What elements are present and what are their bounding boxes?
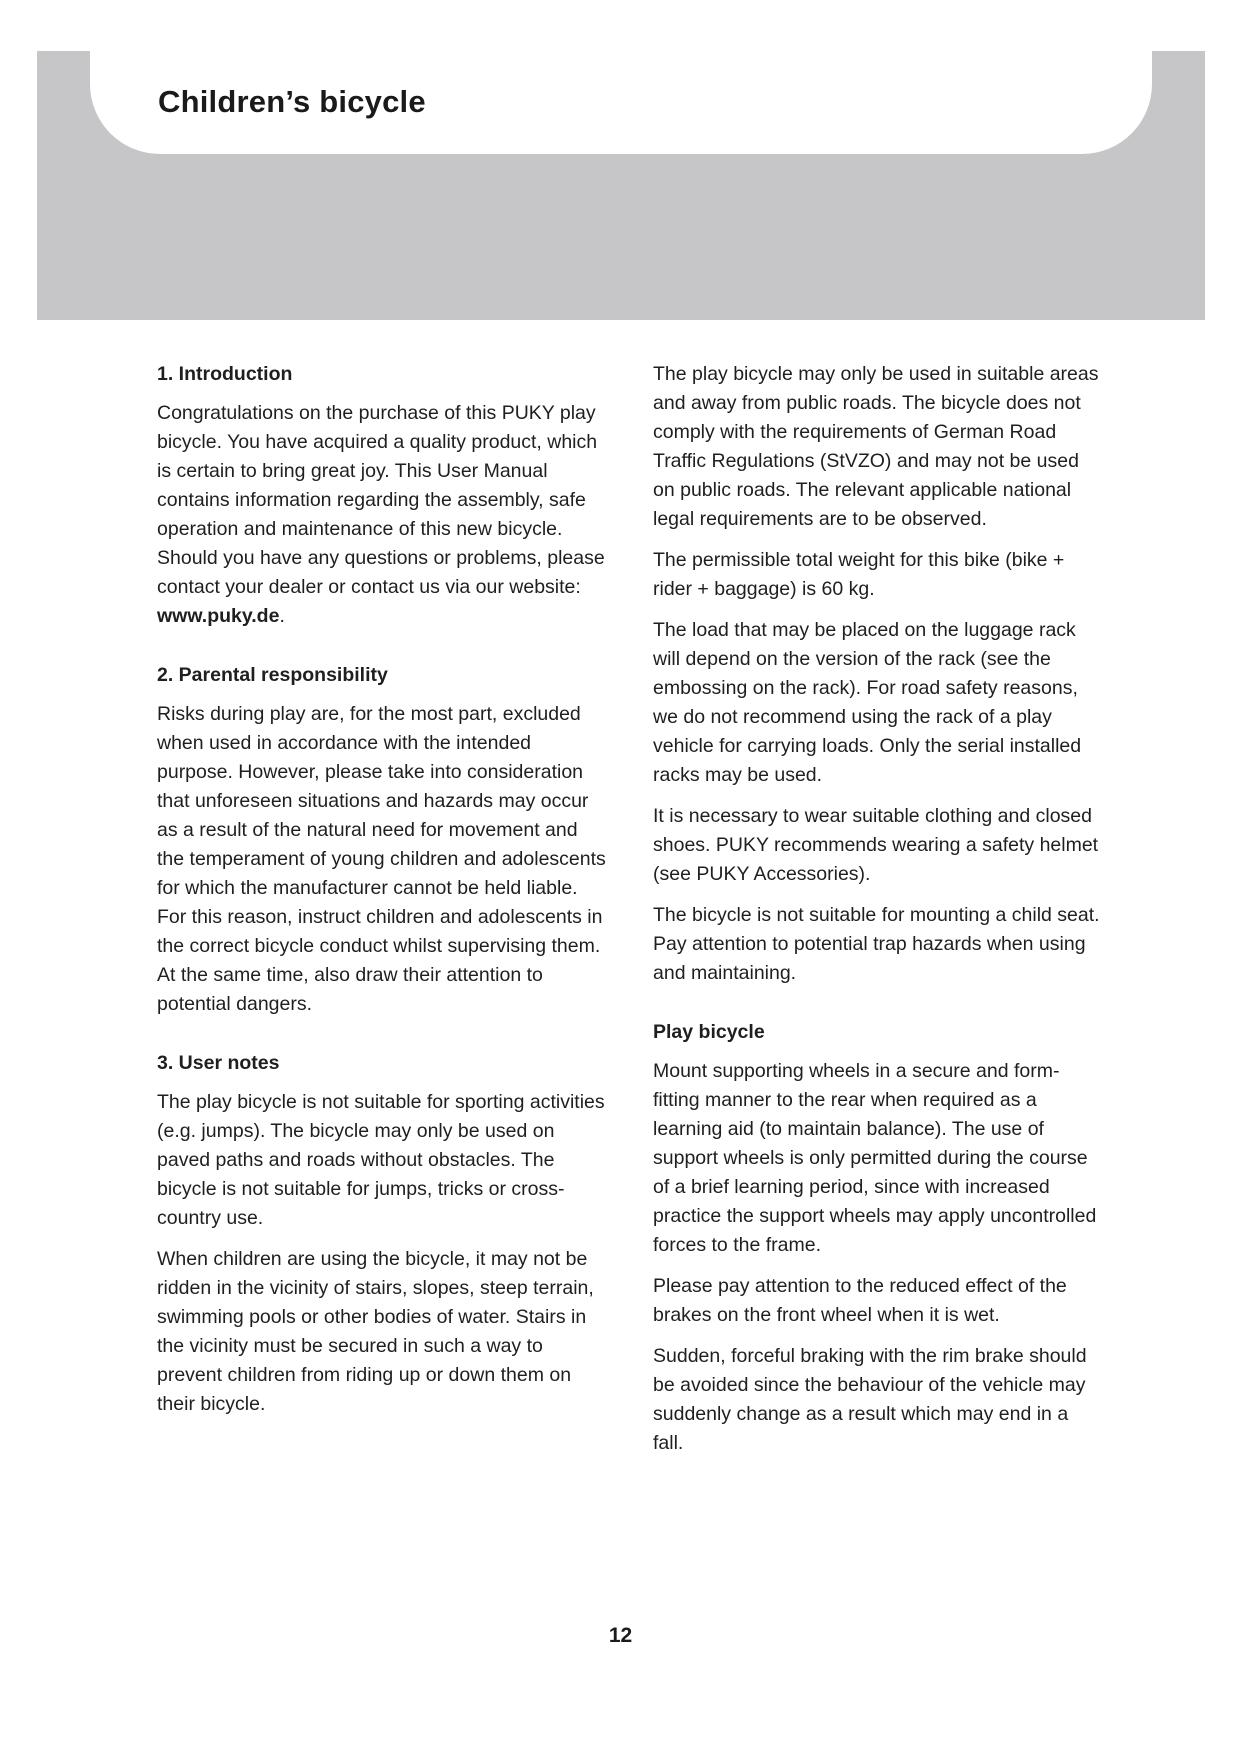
section-gap [653,1000,1103,1018]
child-seat-paragraph: The bicycle is not suitable for mounting a child seat. Pay attention to potential trap hazards when using and maintaining. [653,904,1100,984]
website-link[interactable]: www.puky.de [157,605,280,627]
introduction-text-end: . [279,605,285,627]
wet-brakes-paragraph: Please pay attention to the reduced effect of the brakes on the front wheel when it is wet. [653,1275,1067,1326]
introduction-text [157,399,607,631]
parental-responsibility-heading: 2. Parental responsibility [157,664,388,686]
right-column [653,360,1103,1470]
introduction-heading: 1. Introduction [157,363,293,385]
supporting-wheels-paragraph: Mount supporting wheels in a secure and form-fitting manner to the rear when required as a learning aid (to maintain balance). The use of support wheels is only permitted during the course of a brief learning period, since with increased practice the support wheels may apply uncontrolled forces to the frame. [653,1060,1097,1256]
section-gap [157,643,607,661]
parental-responsibility-text: Risks during play are, for the most part, excluded when used in accordance with the intended purpose. However, please take into consideration that unforeseen situations and hazards may occur as a result of the natural need for movement and the temperament of young children and adolescents for which the manufacturer cannot be held liable. For this reason, instruct children and adolescents in the correct bicycle conduct whilst supervising them. At the same time, also draw their attention to potential dangers. [157,703,606,1015]
user-notes-paragraph: The play bicycle is not suitable for sporting activities (e.g. jumps). The bicycle may only be used on paved paths and roads without obstacles. The bicycle is not suitable for jumps, tricks or cross-country use. [157,1091,605,1229]
section-gap [157,1031,607,1049]
clothing-paragraph: It is necessary to wear suitable clothing and closed shoes. PUKY recommends wearing a safety helmet (see PUKY Accessories). [653,805,1099,885]
page-title: Children’s bicycle [158,84,426,119]
left-column [157,360,607,1431]
page-number: 12 [608,1624,633,1647]
total-weight-paragraph: The permissible total weight for this bike (bike + rider + baggage) is 60 kg. [653,549,1065,600]
play-bicycle-heading: Play bicycle [653,1021,765,1043]
usage-area-paragraph: The play bicycle may only be used in suitable areas and away from public roads. The bicycle does not comply with the requirements of German Road Traffic Regulations (StVZO) and may not be used on public roads. The relevant applicable national legal requirements are to be observed. [653,363,1099,530]
user-notes-heading: 3. User notes [157,1052,280,1074]
rim-brake-paragraph: Sudden, forceful braking with the rim brake should be avoided since the behaviour of the vehicle may suddenly change as a result which may end in a fall. [653,1345,1087,1454]
introduction-text-body: Congratulations on the purchase of this PUKY play bicycle. You have acquired a quality product, which is certain to bring great joy. This User Manual contains information regarding the assembly, safe operation and maintenance of this new bicycle. Should you have any questions or problems, please contact your dealer or contact us via our website: [157,402,605,598]
luggage-rack-paragraph: The load that may be placed on the luggage rack will depend on the version of the rack (see the embossing on the rack). For road safety reasons, we do not recommend using the rack of a play vehicle for carrying loads. Only the serial installed racks may be used. [653,619,1082,786]
user-notes-paragraph: When children are using the bicycle, it may not be ridden in the vicinity of stairs, slopes, steep terrain, swimming pools or other bodies of water. Stairs in the vicinity must be secured in such a way to prevent children from riding up or down them on their bicycle. [157,1248,594,1415]
